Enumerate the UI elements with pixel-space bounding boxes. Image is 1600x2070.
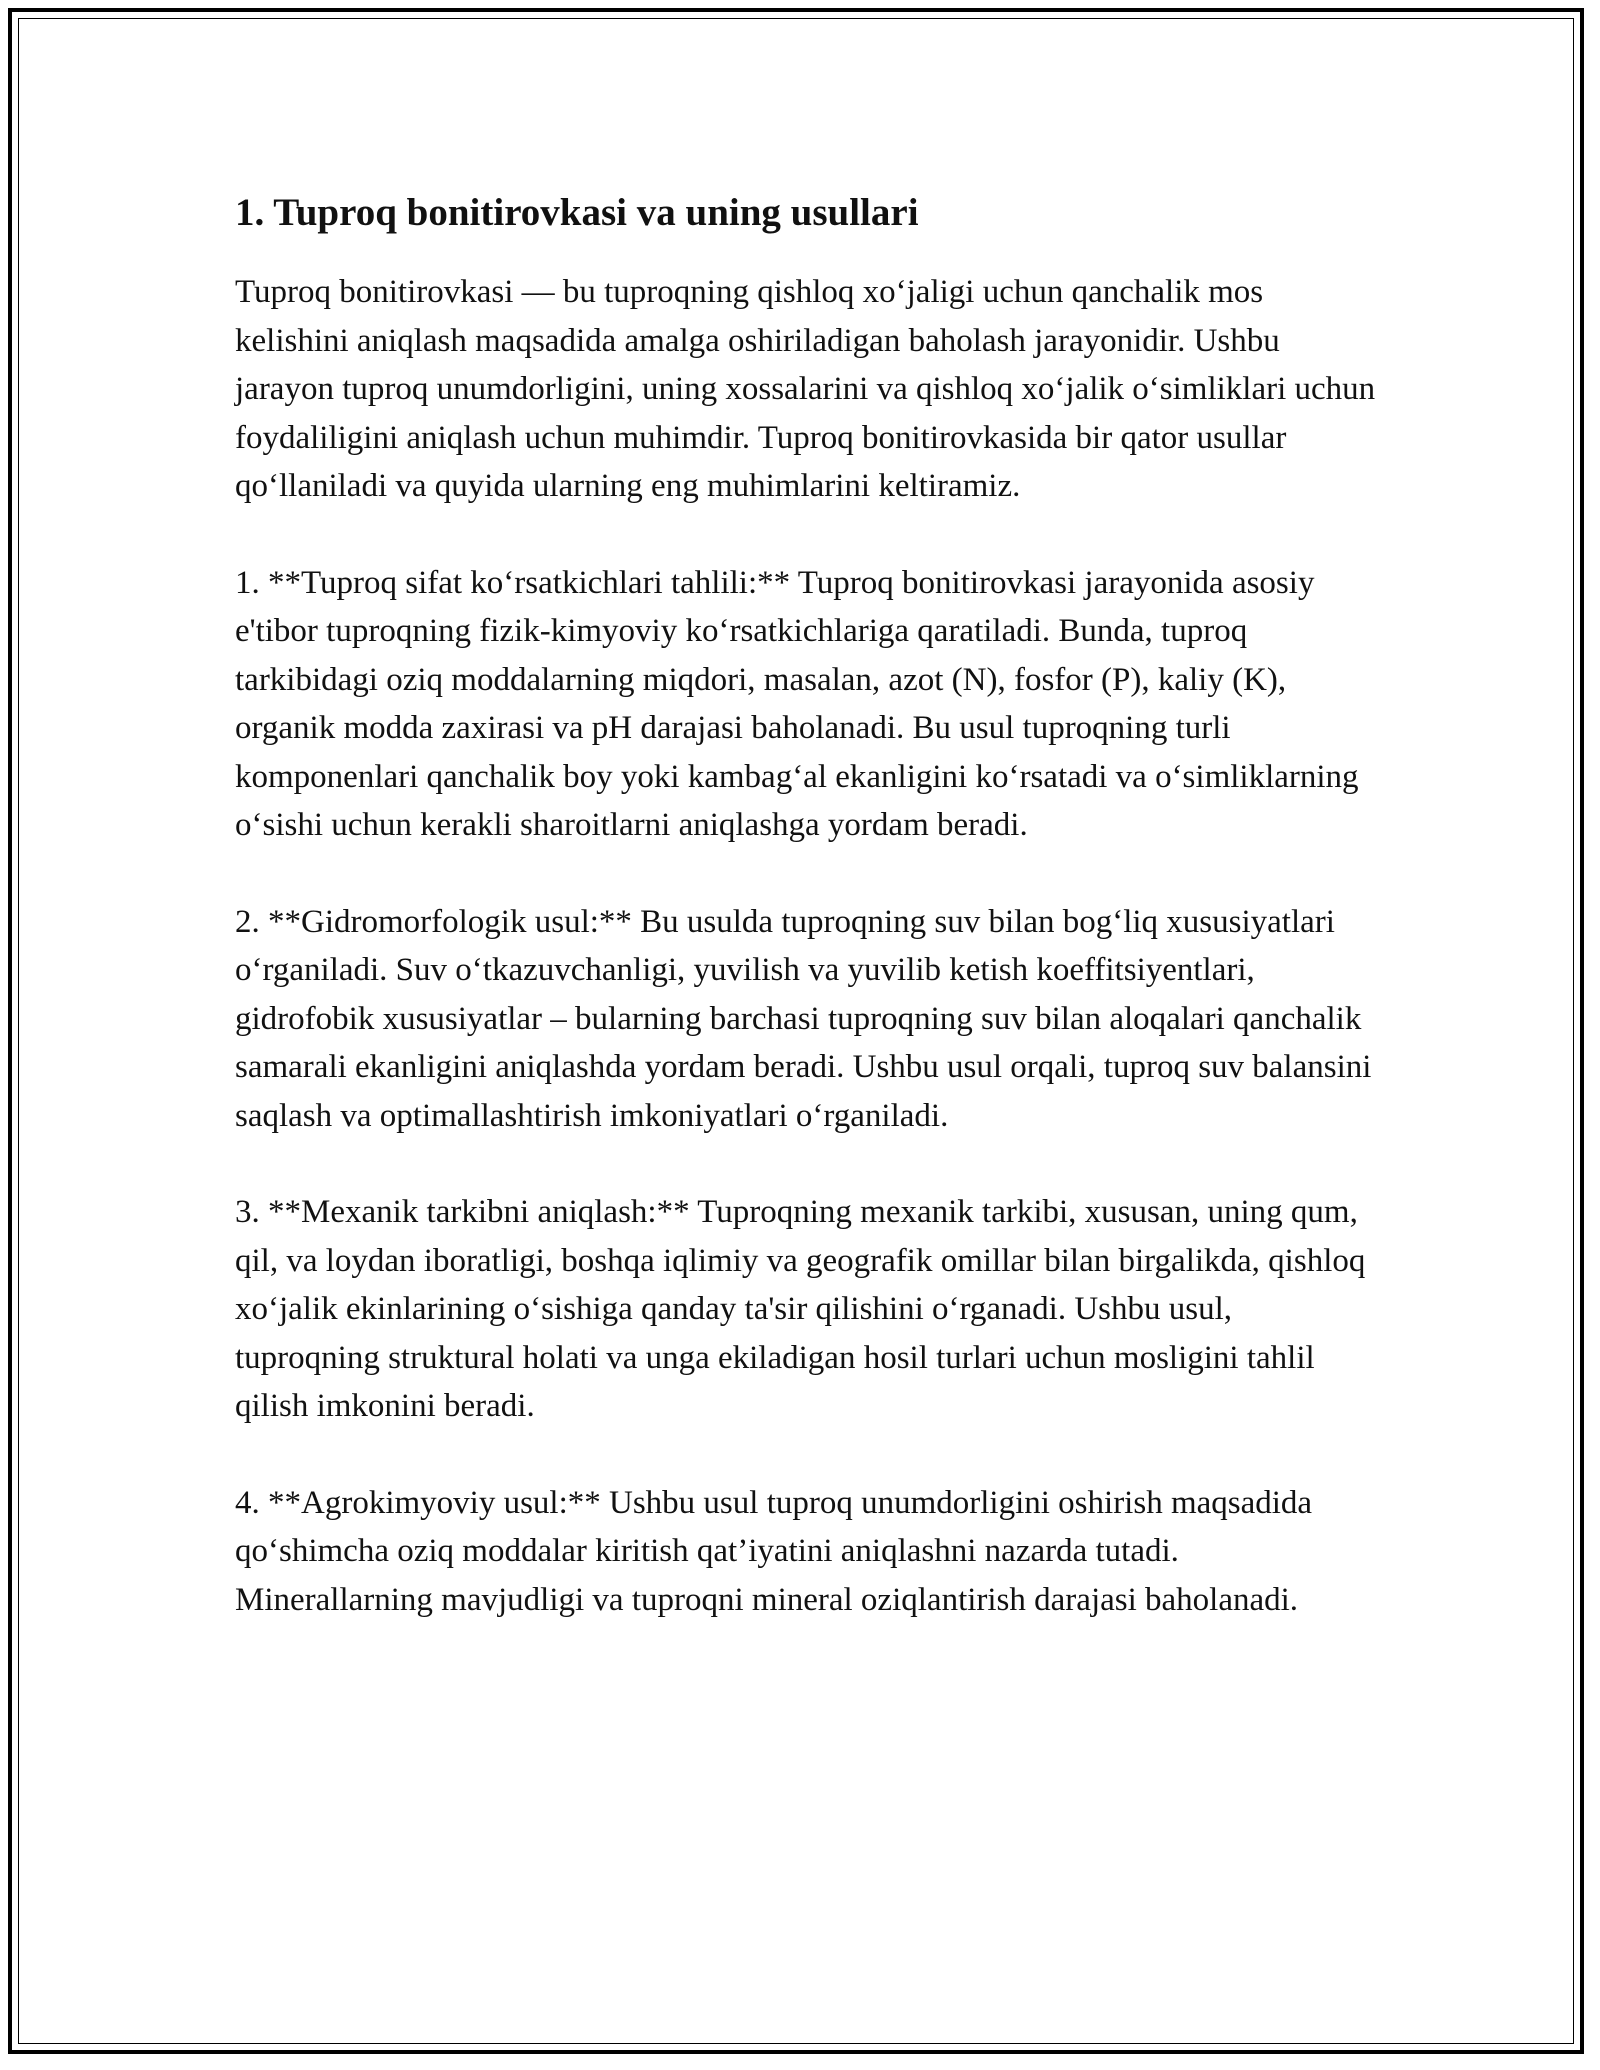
method-3-paragraph: 3. **Mexanik tarkibni aniqlash:** Tuproqning mexanik tarkibi, xususan, uning qum, qil, va loydan iboratligi, boshqa iqlimiy va geografik omillar bilan birgalikda, qishloq xo‘jalik ekinlarining o‘sishiga qanday ta'sir qilishini o‘rganadi. Ushbu usul, tuproqning struktural holati va unga ekiladigan hosil turlari uchun mosligini tahlil qilish imkonini beradi. — [235, 1194, 1366, 1424]
method-1-paragraph: 1. **Tuproq sifat ko‘rsatkichlari tahlili:** Tuproq bonitirovkasi jarayonida asosiy e'tibor tuproqning fizik-kimyoviy ko‘rsatkichlariga qaratiladi. Bunda, tuproq tarkibidagi oziq moddalarning miqdori, masalan, azot (N), fosfor (P), kaliy (K), organik modda zaxirasi va pH darajasi baholanadi. Bu usul tuproqning turli komponenlari qanchalik boy yoki kambag‘al ekanligini ko‘rsatadi va o‘simliklarning o‘sishi uchun kerakli sharoitlarni aniqlashga yordam beradi. — [235, 564, 1359, 843]
method-2-paragraph: 2. **Gidromorfologik usul:** Bu usulda tuproqning suv bilan bog‘liq xususiyatlari o‘rganiladi. Suv o‘tkazuvchanligi, yuvilish va yuvilib ketish koeffitsiyentlari, gidrofobik xususiyatlar – bularning barchasi tuproqning suv bilan aloqalari qanchalik samarali ekanligini aniqlashda yordam beradi. Ushbu usul orqali, tuproq suv balansini saqlash va optimallashtirish imkoniyatlari o‘rganiladi. — [235, 903, 1372, 1134]
intro-paragraph: Tuproq bonitirovkasi — bu tuproqning qishloq xo‘jaligi uchun qanchalik mos kelishini aniqlash maqsadida amalga oshiriladigan baholash jarayonidir. Ushbu jarayon tuproq unumdorligini, uning xossalarini va qishloq xo‘jalik o‘simliklari uchun foydaliligini aniqlash uchun muhimdir. Tuproq bonitirovkasida bir qator usullar qo‘llaniladi va quyida ularning eng muhimlarini keltiramiz. — [235, 274, 1376, 504]
document-body — [235, 188, 1385, 1672]
method-4-paragraph: 4. **Agrokimyoviy usul:** Ushbu usul tuproq unumdorligini oshirish maqsadida qo‘shimcha oziq moddalar kiritish qat’iyatini aniqlashni nazarda tutadi. Minerallarning mavjudligi va tuproqni mineral oziqlantirish darajasi baholanadi. — [235, 1484, 1313, 1618]
document-title: 1. Tuproq bonitirovkasi va uning usullari — [235, 191, 919, 234]
